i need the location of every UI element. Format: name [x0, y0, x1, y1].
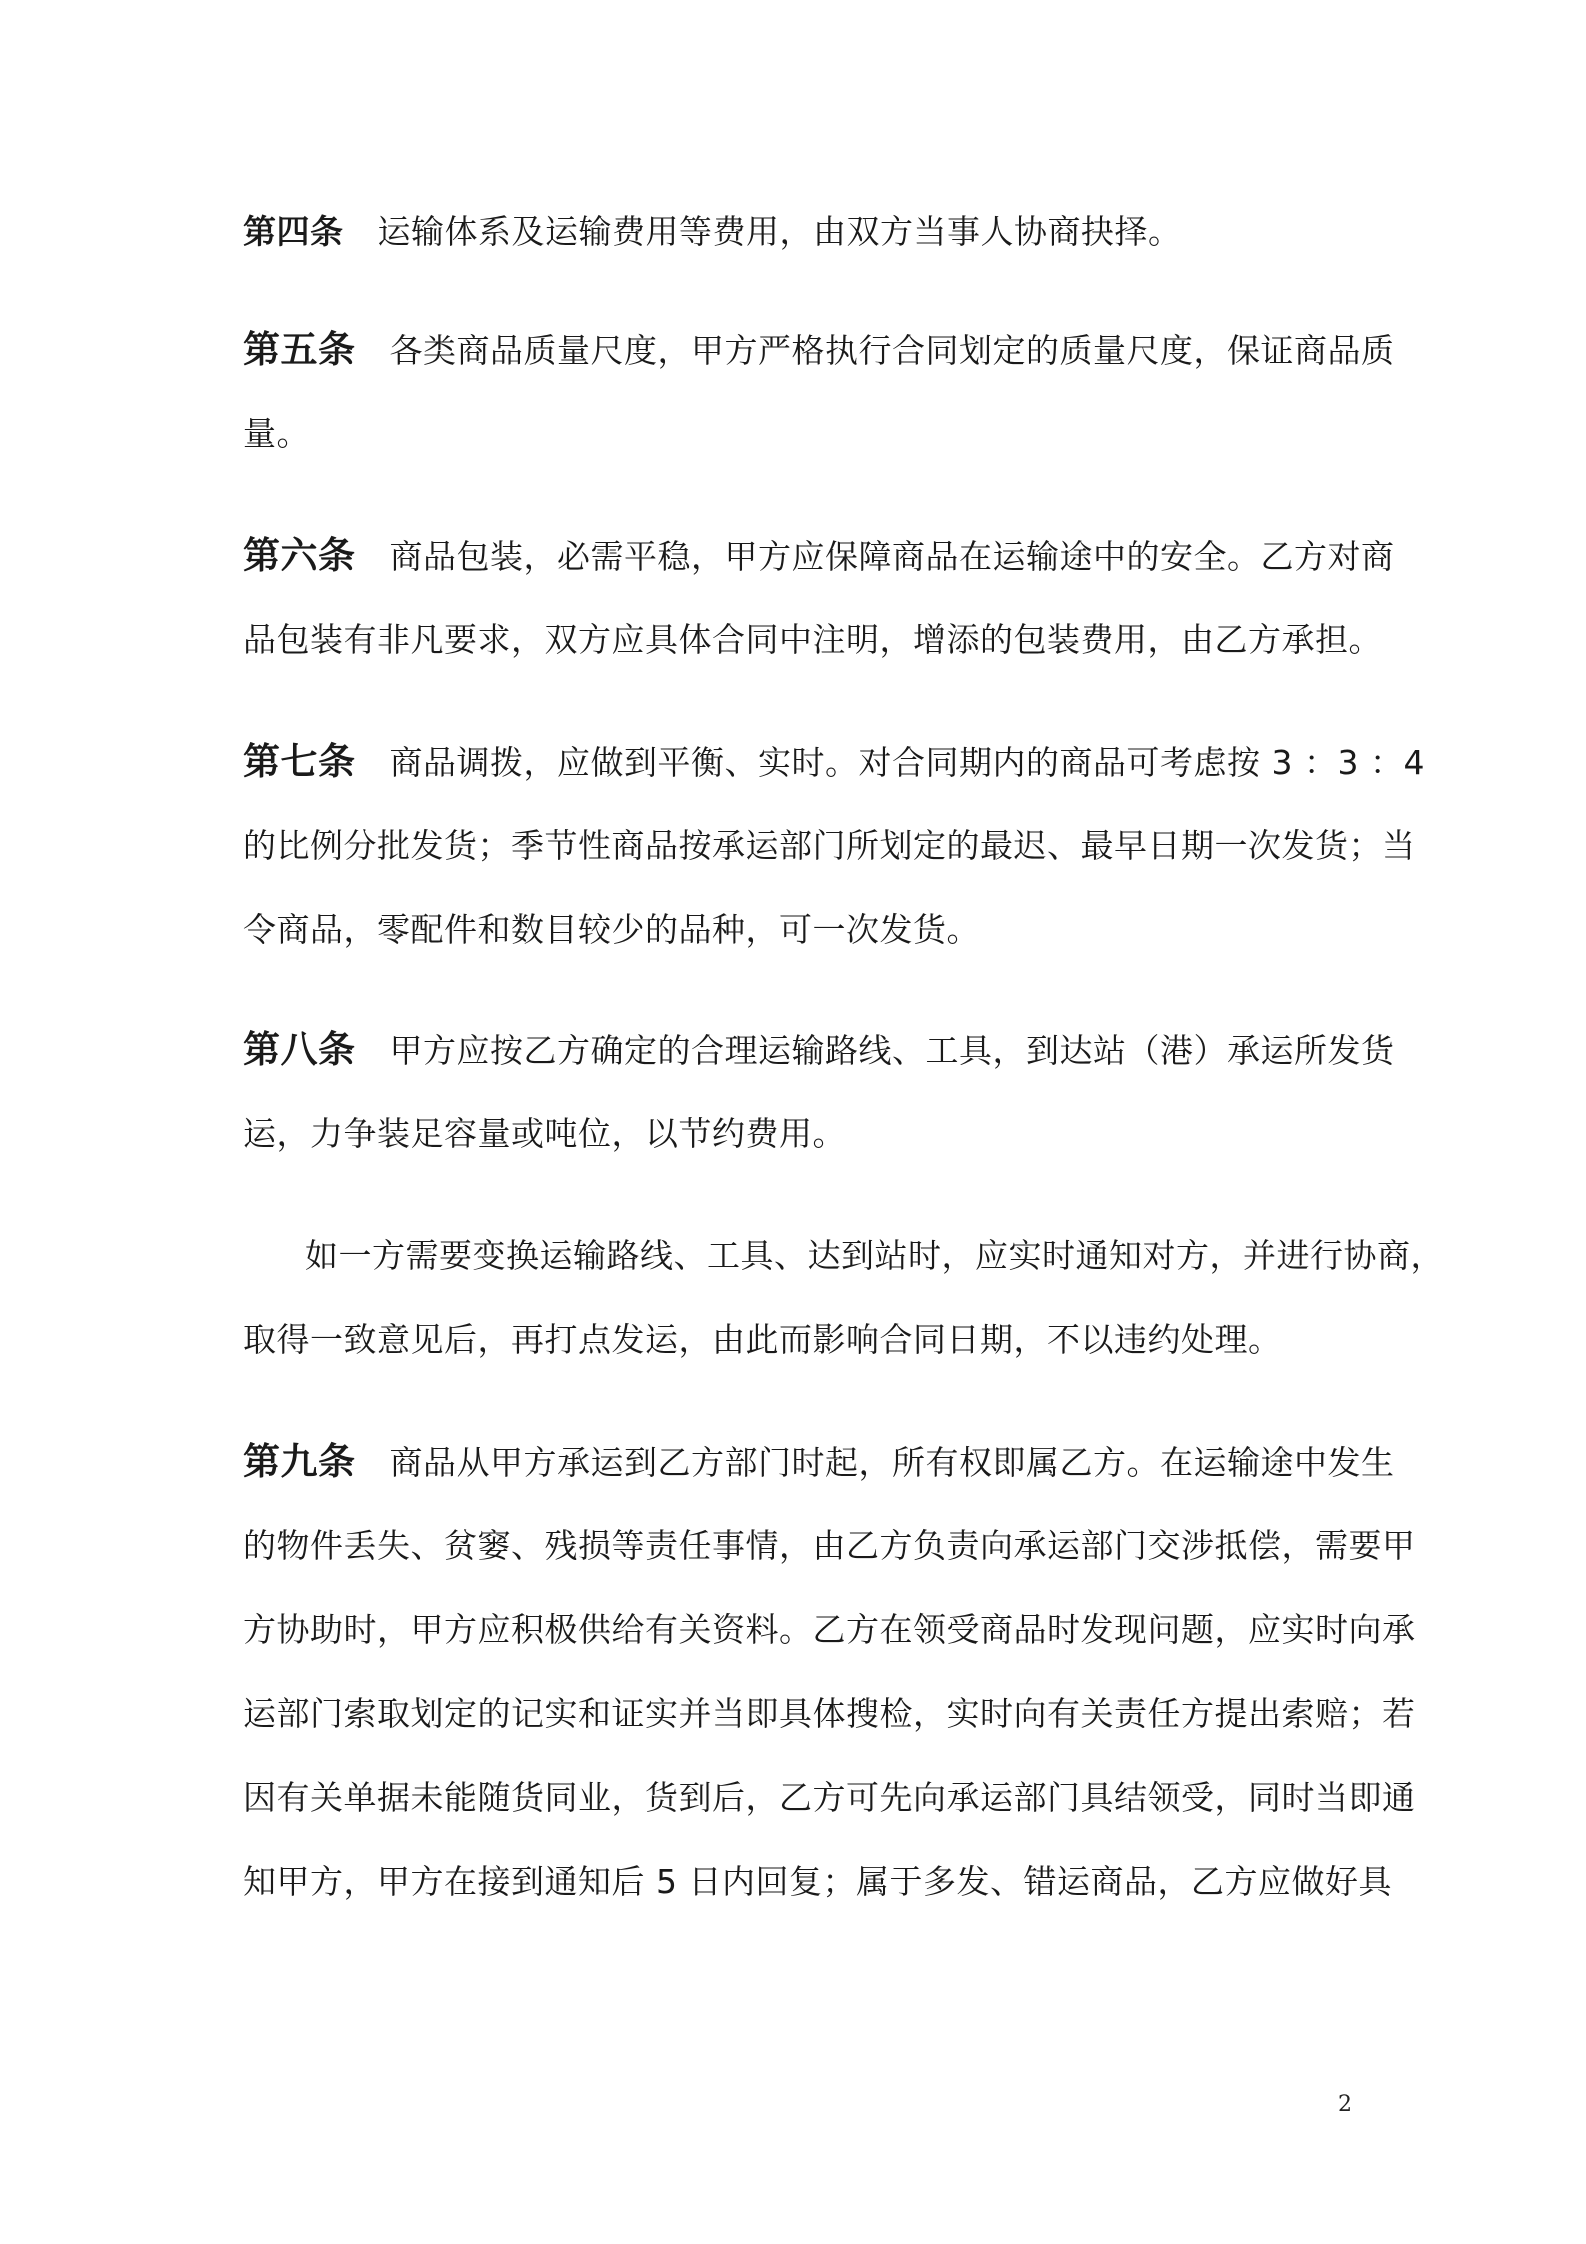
article-7-line-1	[243, 740, 1425, 783]
article-9-text-1: 商品从甲方承运到乙方部门时起，所有权即属乙方。在运输途中发生	[389, 1443, 1395, 1482]
article-8-para2-line-1: 如一方需要变换运输路线、工具、达到站时，应实时通知对方，并进行协商，	[305, 1236, 1444, 1275]
article-8-text-1: 甲方应按乙方确定的合理运输路线、工具，到达站（港）承运所发货	[389, 1031, 1395, 1070]
article-9-line-3: 方协助时，甲方应积极供给有关资料。乙方在领受商品时发现问题，应实时向承	[243, 1610, 1416, 1649]
article-4-text-1: 运输体系及运输费用等费用，由双方当事人协商抉择。	[377, 212, 1182, 251]
article-4-line-1	[243, 212, 1353, 252]
page-number: 2	[1338, 2092, 1352, 2117]
article-5-line-2: 量。	[243, 414, 310, 453]
article-6-line-1	[243, 534, 1395, 577]
article-9-line-1	[243, 1440, 1395, 1483]
article-8-para2-line-2: 取得一致意见后，再打点发运，由此而影响合同日期，不以违约处理。	[243, 1320, 1282, 1359]
article-8-line-1	[243, 1028, 1395, 1071]
article-7-line-3: 令商品，零配件和数目较少的品种，可一次发货。	[243, 910, 980, 949]
article-5-line-1	[243, 328, 1395, 371]
article-9-line-2: 的物件丢失、贫窭、残损等责任事情，由乙方负责向承运部门交涉抵偿，需要甲	[243, 1526, 1416, 1565]
article-8-line-2: 运，力争装足容量或吨位，以节约费用。	[243, 1114, 846, 1153]
article-9-line-5: 因有关单据未能随货同业，货到后，乙方可先向承运部门具结领受，同时当即通	[243, 1778, 1416, 1817]
article-7-heading: 第七条	[243, 740, 356, 783]
article-4-heading: 第四条	[243, 212, 344, 251]
article-5-text-1: 各类商品质量尺度，甲方严格执行合同划定的质量尺度，保证商品质	[389, 331, 1395, 370]
article-9-line-4: 运部门索取划定的记实和证实并当即具体搜检，实时向有关责任方提出索赔；若	[243, 1694, 1416, 1733]
article-9-line-6: 知甲方，甲方在接到通知后 5 日内回复；属于多发、错运商品，乙方应做好具	[243, 1862, 1392, 1901]
article-7-line-2: 的比例分批发货；季节性商品按承运部门所划定的最迟、最早日期一次发货；当	[243, 826, 1416, 865]
article-5-heading: 第五条	[243, 328, 356, 371]
article-8-heading: 第八条	[243, 1028, 356, 1071]
article-9-heading: 第九条	[243, 1440, 356, 1483]
article-6-heading: 第六条	[243, 534, 356, 577]
article-7-text-1: 商品调拨，应做到平衡、实时。对合同期内的商品可考虑按 3 ：3 ：4	[389, 743, 1425, 782]
article-6-line-2: 品包装有非凡要求，双方应具体合同中注明，增添的包装费用，由乙方承担。	[243, 620, 1382, 659]
article-6-text-1: 商品包装，必需平稳，甲方应保障商品在运输途中的安全。乙方对商	[389, 537, 1395, 576]
